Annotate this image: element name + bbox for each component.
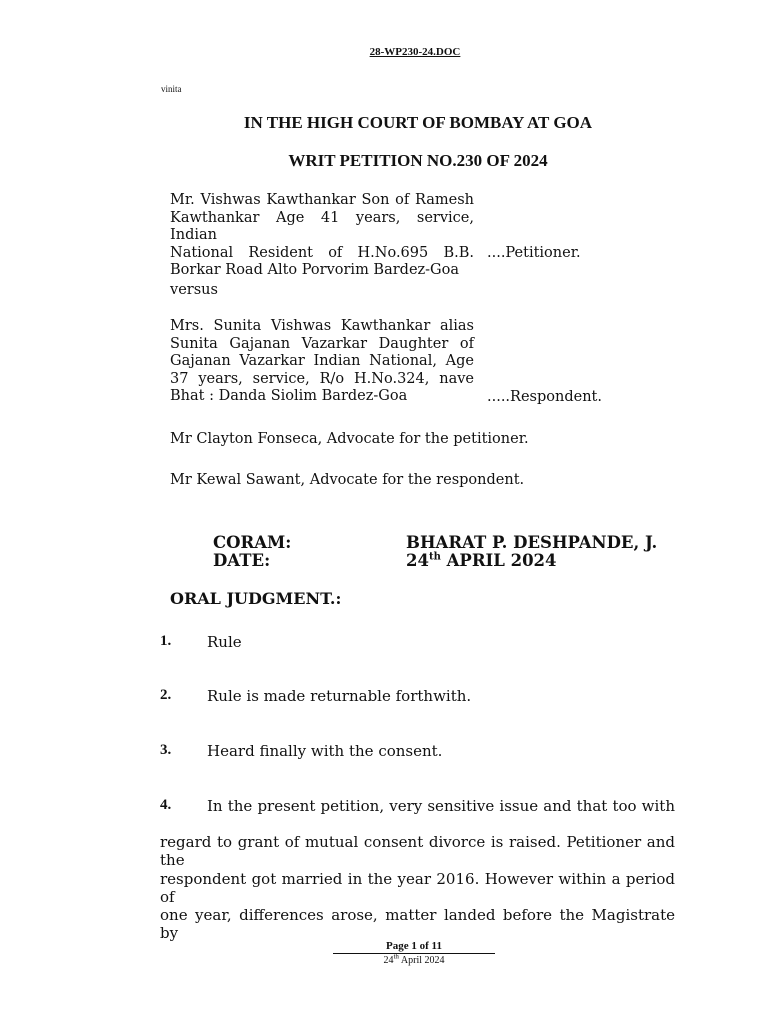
paragraph-line: regard to grant of mutual consent divorce is raised. Petitioner and the [160,833,675,869]
item-number: 1. [160,633,172,649]
footer-date-suffix: th [393,952,399,961]
respondent-details [170,318,474,406]
respondent-line: Mrs. Sunita Vishwas Kawthankar alias [170,318,474,334]
page-number: Page 1 of 11 [333,940,495,954]
respondent-line: Gajanan Vazarkar Indian National, Age [170,353,474,369]
versus-label: versus [170,282,218,298]
footer-date [333,952,495,966]
paragraph-number: 4. [160,797,172,813]
judgment-date [406,552,557,570]
footer-date-day: 24 [383,955,394,966]
item-number: 3. [160,742,172,758]
petitioner-details [170,192,474,280]
judgment-heading: ORAL JUDGMENT.: [170,589,342,608]
paragraph-line: In the present petition, very sensitive issue and that too with [207,797,675,815]
item-text: Rule [207,633,242,651]
respondent-role: .....Respondent. [487,389,602,405]
item-number: 2. [160,687,172,703]
paragraph-line: one year, differences arose, matter landed before the Magistrate by [160,906,675,942]
petitioner-line: Kawthankar Age 41 years, service, Indian [170,209,474,243]
item-text: Heard finally with the consent. [207,742,443,760]
item-text: Rule is made returnable forthwith. [207,687,472,705]
petition-title: WRIT PETITION NO.230 OF 2024 [288,151,548,170]
coram-label: CORAM: [213,533,292,552]
court-title: IN THE HIGH COURT OF BOMBAY AT GOA [243,113,593,132]
respondent-line: Sunita Gajanan Vazarkar Daughter of [170,335,474,352]
date-label: DATE: [213,551,271,570]
date-day: 24 [406,551,429,570]
respondent-line: 37 years, service, R/o H.No.324, nave [170,370,474,387]
document-id: 28-WP230-24.DOC [369,46,461,58]
date-rest: APRIL 2024 [440,551,557,570]
petitioner-advocate: Mr Clayton Fonseca, Advocate for the petitioner. [170,431,529,447]
judge-name: BHARAT P. DESHPANDE, J. [406,533,658,552]
petitioner-line: Mr. Vishwas Kawthankar Son of Ramesh [170,192,474,208]
typist-name: vinita [161,84,182,94]
paragraph-line: respondent got married in the year 2016. However within a period of [160,870,675,906]
respondent-advocate: Mr Kewal Sawant, Advocate for the respondent. [170,472,525,488]
petitioner-role: ....Petitioner. [487,245,581,261]
footer-date-rest: April 2024 [398,955,445,966]
respondent-line: Bhat : Danda Siolim Bardez-Goa [170,388,408,404]
page-footer [333,940,495,966]
date-suffix: th [428,551,441,563]
petitioner-line: National Resident of H.No.695 B.B. [170,244,474,261]
petitioner-line: Borkar Road Alto Porvorim Bardez-Goa [170,262,460,278]
